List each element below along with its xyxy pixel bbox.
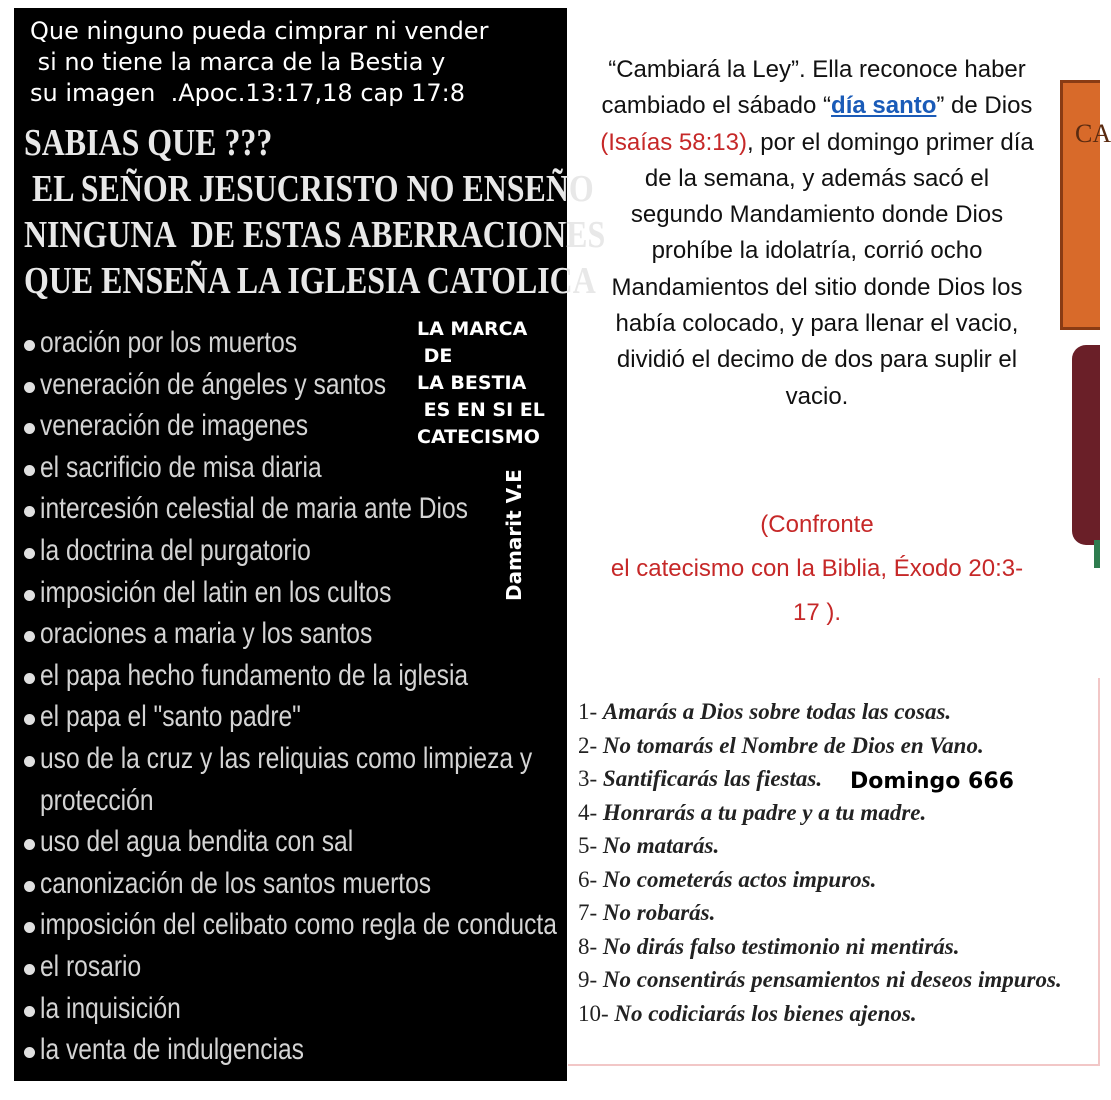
law-change-paragraph: “Cambiará la Ley”. Ella reconoce haber cambiado el sábado “día santo” de Dios (Isaías 58:13), por el domingo primer día de la semana, y además sacó el segundo Mandamiento donde Dios prohíbe la idolatría, corrió ocho Mandamientos del sitio donde Dios los había colocado, y para llenar el vacio, dividió el decimo de dos para suplir el vacio. [600, 56, 1034, 410]
signature-label: Damarit V.E [502, 469, 526, 601]
list-item: 2- No tomarás el Nombre de Dios en Vano. [578, 732, 984, 758]
bullet-icon [24, 1047, 35, 1058]
list-item: veneración de imagenes [24, 405, 670, 447]
commandments-list [578, 695, 1062, 1030]
bullet-icon [24, 506, 35, 517]
marca-note: LA MARCA DE LA BESTIA ES EN SI EL CATECISMO [417, 318, 545, 448]
list-item: el papa el "santo padre" [24, 696, 670, 738]
isaias-reference: (Isaías 58:13) [600, 128, 747, 156]
list-item: 9- No consentirás pensamientos ni deseos impuros. [578, 967, 1062, 992]
list-item: imposición del latin en los cultos [24, 572, 670, 614]
list-item: uso del agua bendita con sal [24, 821, 670, 863]
list-item: la doctrina del purgatorio [24, 530, 670, 572]
list-item: intercesión celestial de maria ante Dios [24, 488, 670, 530]
bullet-icon [24, 548, 35, 559]
list-item: el rosario [24, 946, 670, 988]
left-panel [14, 8, 606, 1081]
headline: SABIAS QUE ??? EL SEÑOR JESUCRISTO NO ENSEÑO NINGUNA DE ESTAS ABERRACIONES QUE ENSEÑA LA IGLESIA CATOLICA [24, 122, 606, 302]
bullet-icon [24, 1006, 35, 1017]
list-item: veneración de ángeles y santos [24, 364, 670, 406]
bullet-icon [24, 964, 35, 975]
list-item: 7- No robarás. [578, 900, 716, 925]
book-ribbon [1094, 540, 1100, 568]
bullet-icon [24, 673, 35, 684]
list-item: oración por los muertos [24, 322, 670, 364]
top-caption: Que ninguno pueda cimprar ni vender si no tiene la marca de la Bestia y su imagen .Apoc.13:17,18 cap 17:8 [30, 17, 489, 107]
confronte-note: (Confronte el catecismo con la Biblia, Éxodo 20:3-17 ). [610, 511, 1024, 626]
bullet-icon [24, 631, 35, 642]
dia-santo-link[interactable]: día santo [831, 92, 937, 120]
bullet-icon [24, 756, 35, 767]
list-item: imposición del celibato como regla de conducta [24, 904, 670, 946]
bullet-icon [24, 881, 35, 892]
list-item: canonización de los santos muertos [24, 863, 670, 905]
list-item: el papa hecho fundamento de la iglesia [24, 655, 670, 697]
bible-book-spine [1072, 345, 1100, 545]
bullet-icon [24, 839, 35, 850]
bullet-icon [24, 590, 35, 601]
list-item: el sacrificio de misa diaria [24, 447, 670, 489]
list-item: 6- No cometerás actos impuros. [578, 866, 877, 892]
list-item: 8- No dirás falso testimonio ni mentirás. [578, 933, 960, 959]
list-item: 1- Amarás a Dios sobre todas las cosas. [578, 699, 952, 724]
list-item: 4- Honrarás a tu padre y a tu madre. [578, 799, 927, 825]
list-item: uso de la cruz y las reliquias como limpieza y protección [24, 738, 670, 821]
list-item: la venta de indulgencias [24, 1029, 670, 1071]
list-item: oraciones a maria y los santos [24, 613, 670, 655]
list-item: 5- No matarás. [578, 833, 720, 858]
bullet-icon [24, 423, 35, 434]
bullet-icon [24, 465, 35, 476]
list-item: 3- Santificarás las fiestas. [578, 766, 823, 791]
bullet-icon [24, 714, 35, 725]
list-item: la inquisición [24, 988, 670, 1030]
bullet-icon [24, 922, 35, 933]
bullet-icon [24, 340, 35, 351]
catechism-book-cover: CA [1060, 80, 1100, 330]
list-item: 10- No codiciarás los bienes ajenos. [578, 1000, 917, 1026]
domingo-label: Domingo 666 [850, 769, 1014, 794]
bullet-icon [24, 382, 35, 393]
